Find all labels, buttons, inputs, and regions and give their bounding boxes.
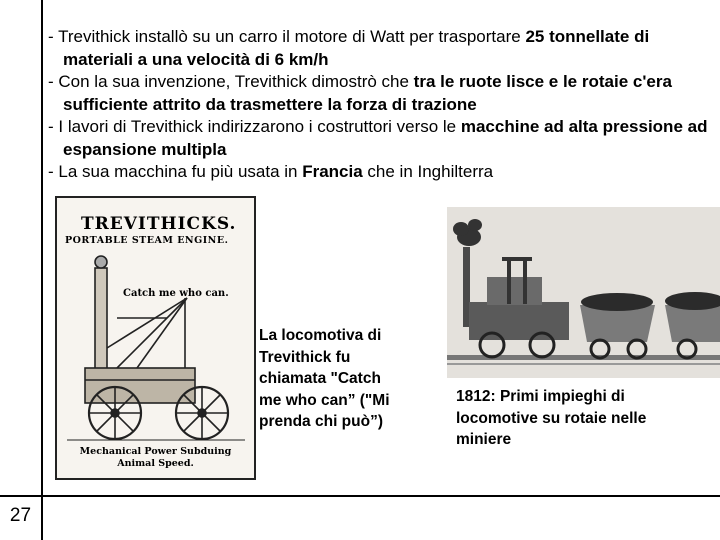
locomotive-caption: La locomotiva di Trevithick fu chiamata "Catch me who can” ("Mi prenda chi può”) xyxy=(259,327,390,430)
page-number: 27 xyxy=(9,505,32,526)
mine-train-photo xyxy=(447,207,720,378)
ad-handwritten-note: Catch me who can. xyxy=(123,288,229,299)
vertical-divider xyxy=(41,0,43,540)
ad-title: TREVITHICKS. xyxy=(81,214,237,234)
horizontal-divider xyxy=(0,495,720,497)
ad-caption: Mechanical Power Subduing Animal Speed. xyxy=(79,446,232,469)
ad-subtitle: PORTABLE STEAM ENGINE. xyxy=(65,235,229,246)
bullet-item: - La sua macchina fu più usata in Francia che in Inghilterra xyxy=(48,162,494,181)
bullet-item: - Trevithick installò su un carro il motore di Watt per trasportare 25 tonnellate di materiali a una velocità di 6 km/h xyxy=(48,27,650,69)
bullet-list xyxy=(48,26,713,184)
bullet-item: - Con la sua invenzione, Trevithick dimostrò che tra le ruote lisce e le rotaie c'era sufficiente attrito da trasmettere la forza di trazione xyxy=(48,72,672,114)
bullet-item: - I lavori di Trevithick indirizzarono i costruttori verso le macchine ad alta pressione ad espansione multipla xyxy=(48,117,708,159)
mine-train-caption: 1812: Primi impieghi di locomotive su rotaie nelle miniere xyxy=(456,388,647,448)
trevithick-engine-illustration xyxy=(55,196,256,480)
